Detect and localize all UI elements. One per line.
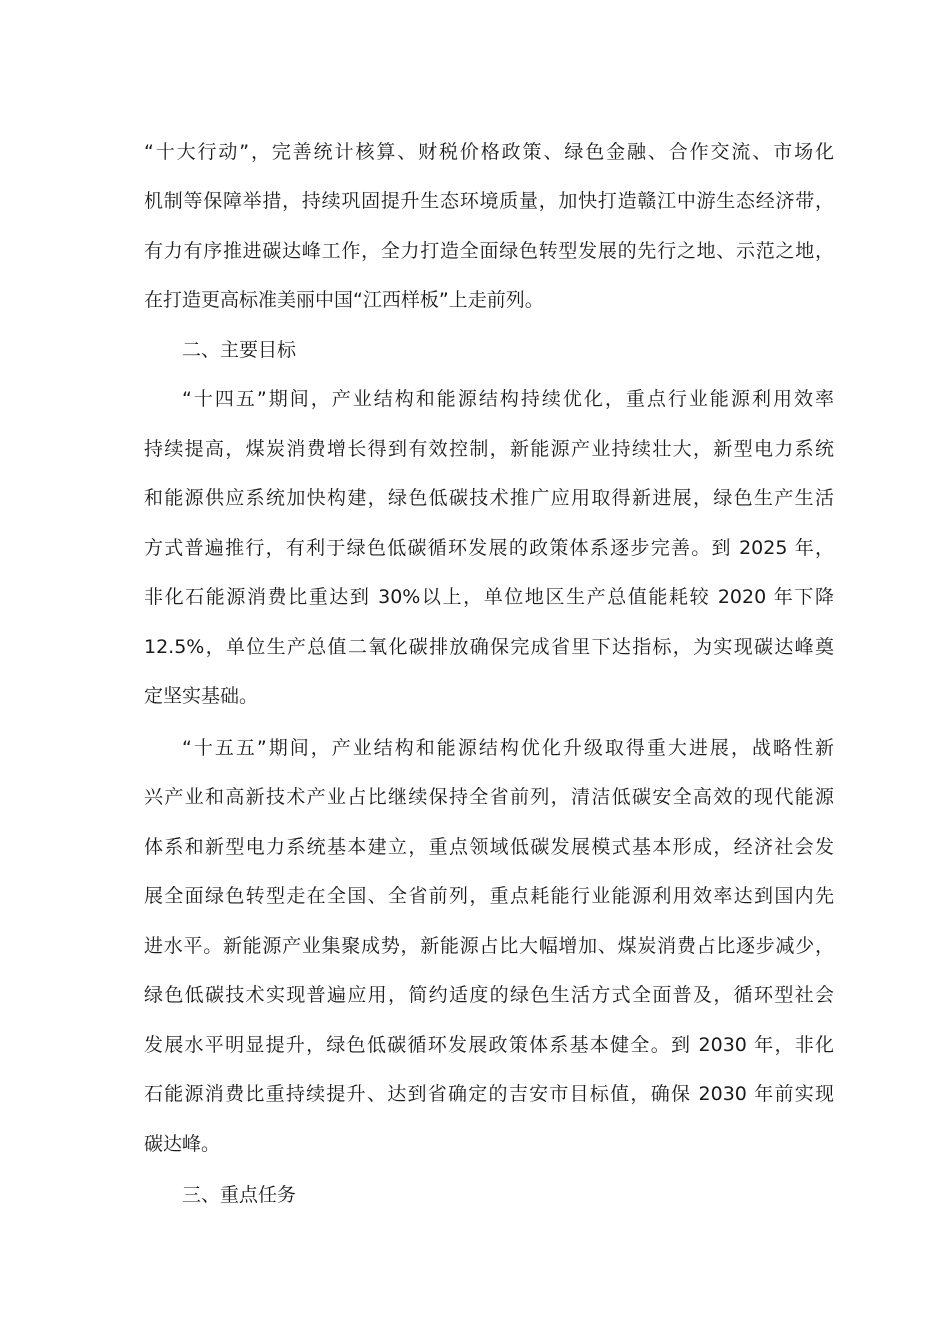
paragraph-line: “十四五”期间，产业结构和能源结构持续优化，重点行业能源利用效率 — [182, 388, 834, 410]
paragraph-line: 进水平。新能源产业集聚成势，新能源占比大幅增加、煤炭消费占比逐步减少， — [144, 935, 834, 957]
section-heading: 二、主要目标 — [182, 339, 297, 361]
paragraph-line: 定坚实基础。 — [144, 685, 259, 707]
paragraph-line: “十五五”期间，产业结构和能源结构优化升级取得重大进展，战略性新 — [182, 737, 834, 759]
paragraph-line: 发展水平明显提升，绿色低碳循环发展政策体系基本健全。到 2030 年，非化 — [144, 1034, 834, 1056]
paragraph-line: 12.5%，单位生产总值二氧化碳排放确保完成省里下达指标，为实现碳达峰奠 — [144, 636, 834, 658]
paragraph-line: 持续提高，煤炭消费增长得到有效控制，新能源产业持续壮大，新型电力系统 — [144, 438, 834, 460]
paragraph-line: 机制等保障举措，持续巩固提升生态环境质量，加快打造赣江中游生态经济带， — [144, 190, 834, 212]
paragraph-line: 碳达峰。 — [144, 1133, 221, 1155]
section-heading: 三、重点任务 — [182, 1184, 297, 1206]
paragraph-line: 有力有序推进碳达峰工作，全力打造全面绿色转型发展的先行之地、示范之地， — [144, 240, 834, 262]
paragraph-line: 展全面绿色转型走在全国、全省前列，重点耗能行业能源利用效率达到国内先 — [144, 885, 834, 907]
paragraph-line: 方式普遍推行，有利于绿色低碳循环发展的政策体系逐步完善。到 2025 年， — [144, 537, 834, 559]
paragraph-line: 体系和新型电力系统基本建立，重点领域低碳发展模式基本形成，经济社会发 — [144, 836, 834, 858]
paragraph-line: “十大行动”，完善统计核算、财税价格政策、绿色金融、合作交流、市场化 — [144, 141, 834, 163]
paragraph-line: 兴产业和高新技术产业占比继续保持全省前列，清洁低碳安全高效的现代能源 — [144, 786, 834, 808]
paragraph-line: 非化石能源消费比重达到 30%以上，单位地区生产总值能耗较 2020 年下降 — [144, 586, 834, 608]
paragraph-line: 石能源消费比重持续提升、达到省确定的吉安市目标值，确保 2030 年前实现 — [144, 1083, 834, 1105]
paragraph-line: 绿色低碳技术实现普遍应用，简约适度的绿色生活方式全面普及，循环型社会 — [144, 984, 834, 1006]
paragraph-line: 和能源供应系统加快构建，绿色低碳技术推广应用取得新进展，绿色生产生活 — [144, 487, 834, 509]
paragraph-line: 在打造更高标准美丽中国“江西样板”上走前列。 — [144, 289, 544, 311]
